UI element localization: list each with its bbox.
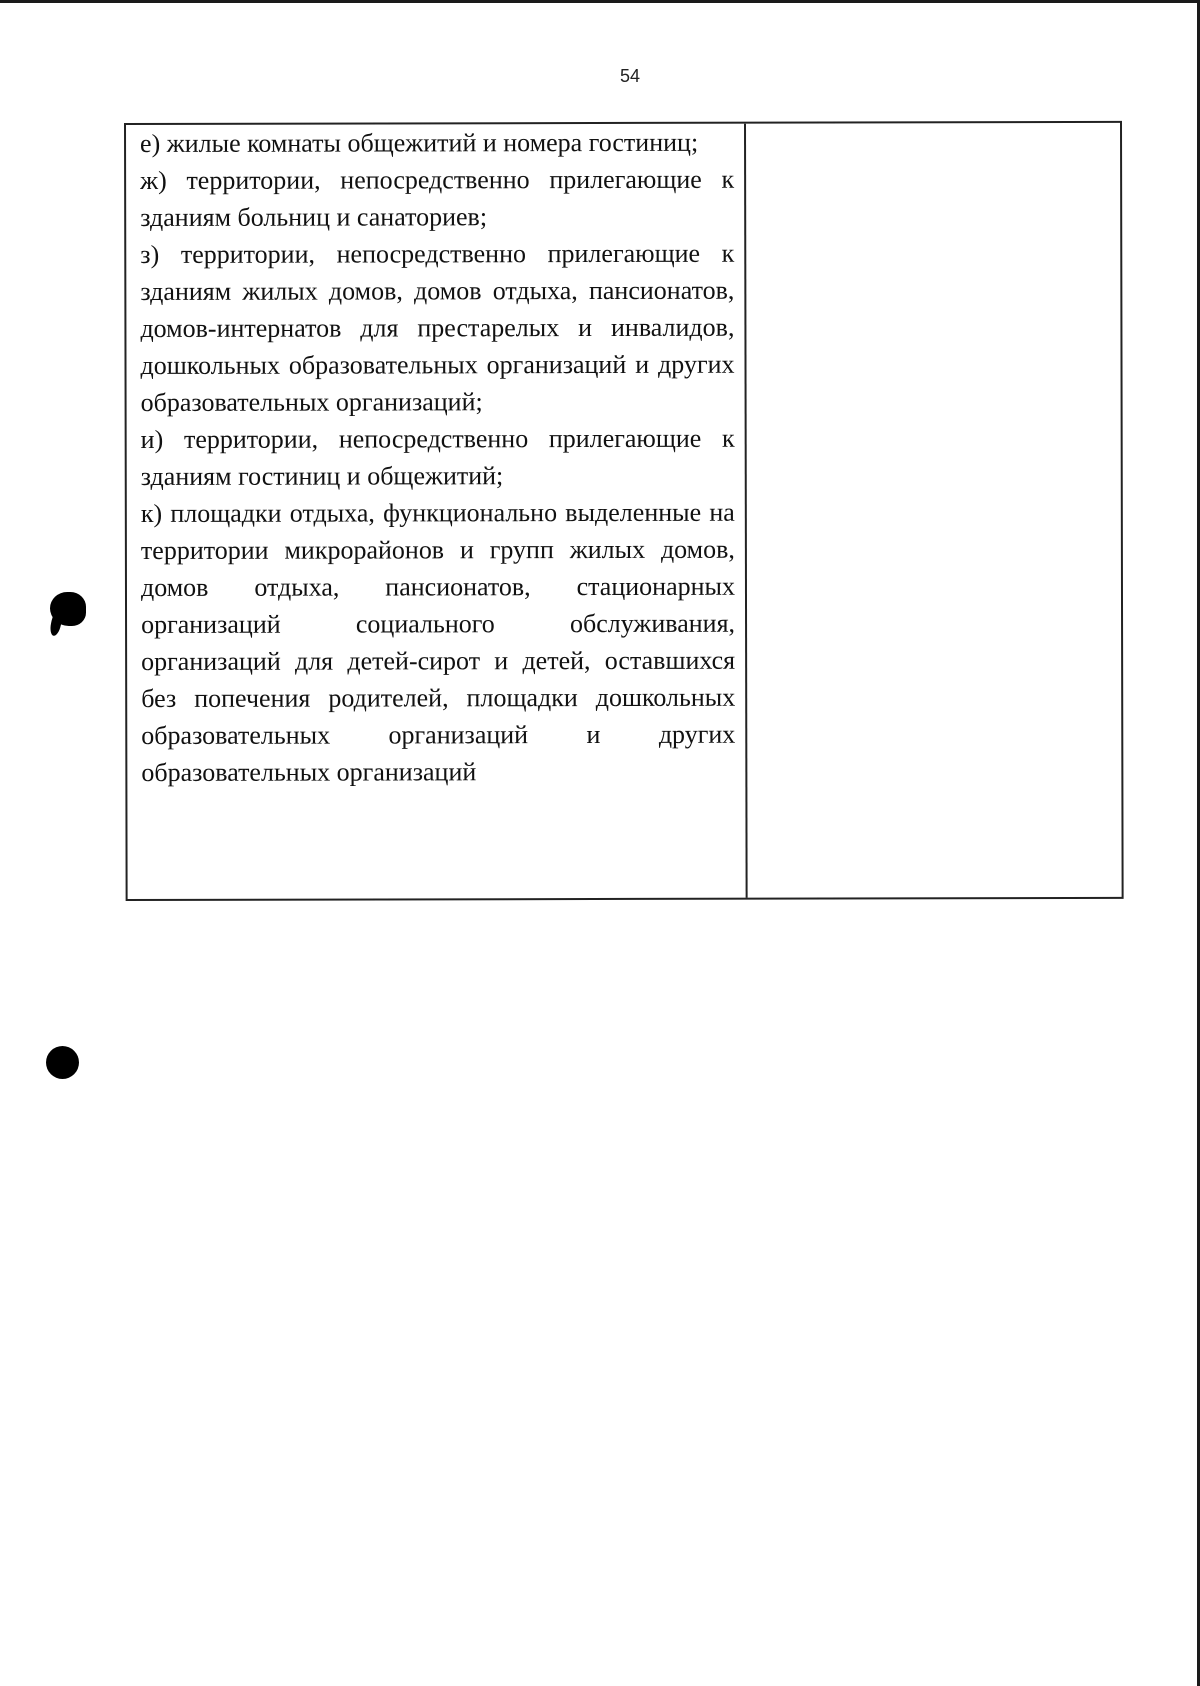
table-cell-left	[126, 124, 748, 899]
list-item-i: и) территории, непосредственно прилегающие к зданиям гостиниц и общежитий;	[140, 423, 735, 491]
list-item-z: з) территории, непосредственно прилегающие к зданиям жилых домов, домов отдыха, пансионатов, домов-интернатов для престарелых и инвалидов, дошкольных образовательных организаций и других образовательных организаций;	[140, 238, 735, 417]
list-item-k: к) площадки отдыха, функционально выделенные на территории микрорайонов и групп жилых домов, домов отдыха, пансионатов, стационарных организаций социального обслуживания, организаций для детей-сирот и детей, оставшихся без попечения родителей, площадки дошкольных образовательных организаций и других образовательных организаций	[140, 497, 736, 787]
list-item-zh: ж) территории, непосредственно прилегающие к зданиям больниц и санаториев;	[140, 164, 735, 232]
page-number: 54	[619, 66, 641, 86]
punch-hole-mark-lower	[46, 1046, 79, 1079]
list-item-e: е) жилые комнаты общежитий и номера гостиниц;	[140, 127, 699, 158]
scan-edge-top	[0, 0, 1200, 3]
regulation-table	[124, 121, 1124, 901]
table-cell-right	[746, 123, 1122, 898]
